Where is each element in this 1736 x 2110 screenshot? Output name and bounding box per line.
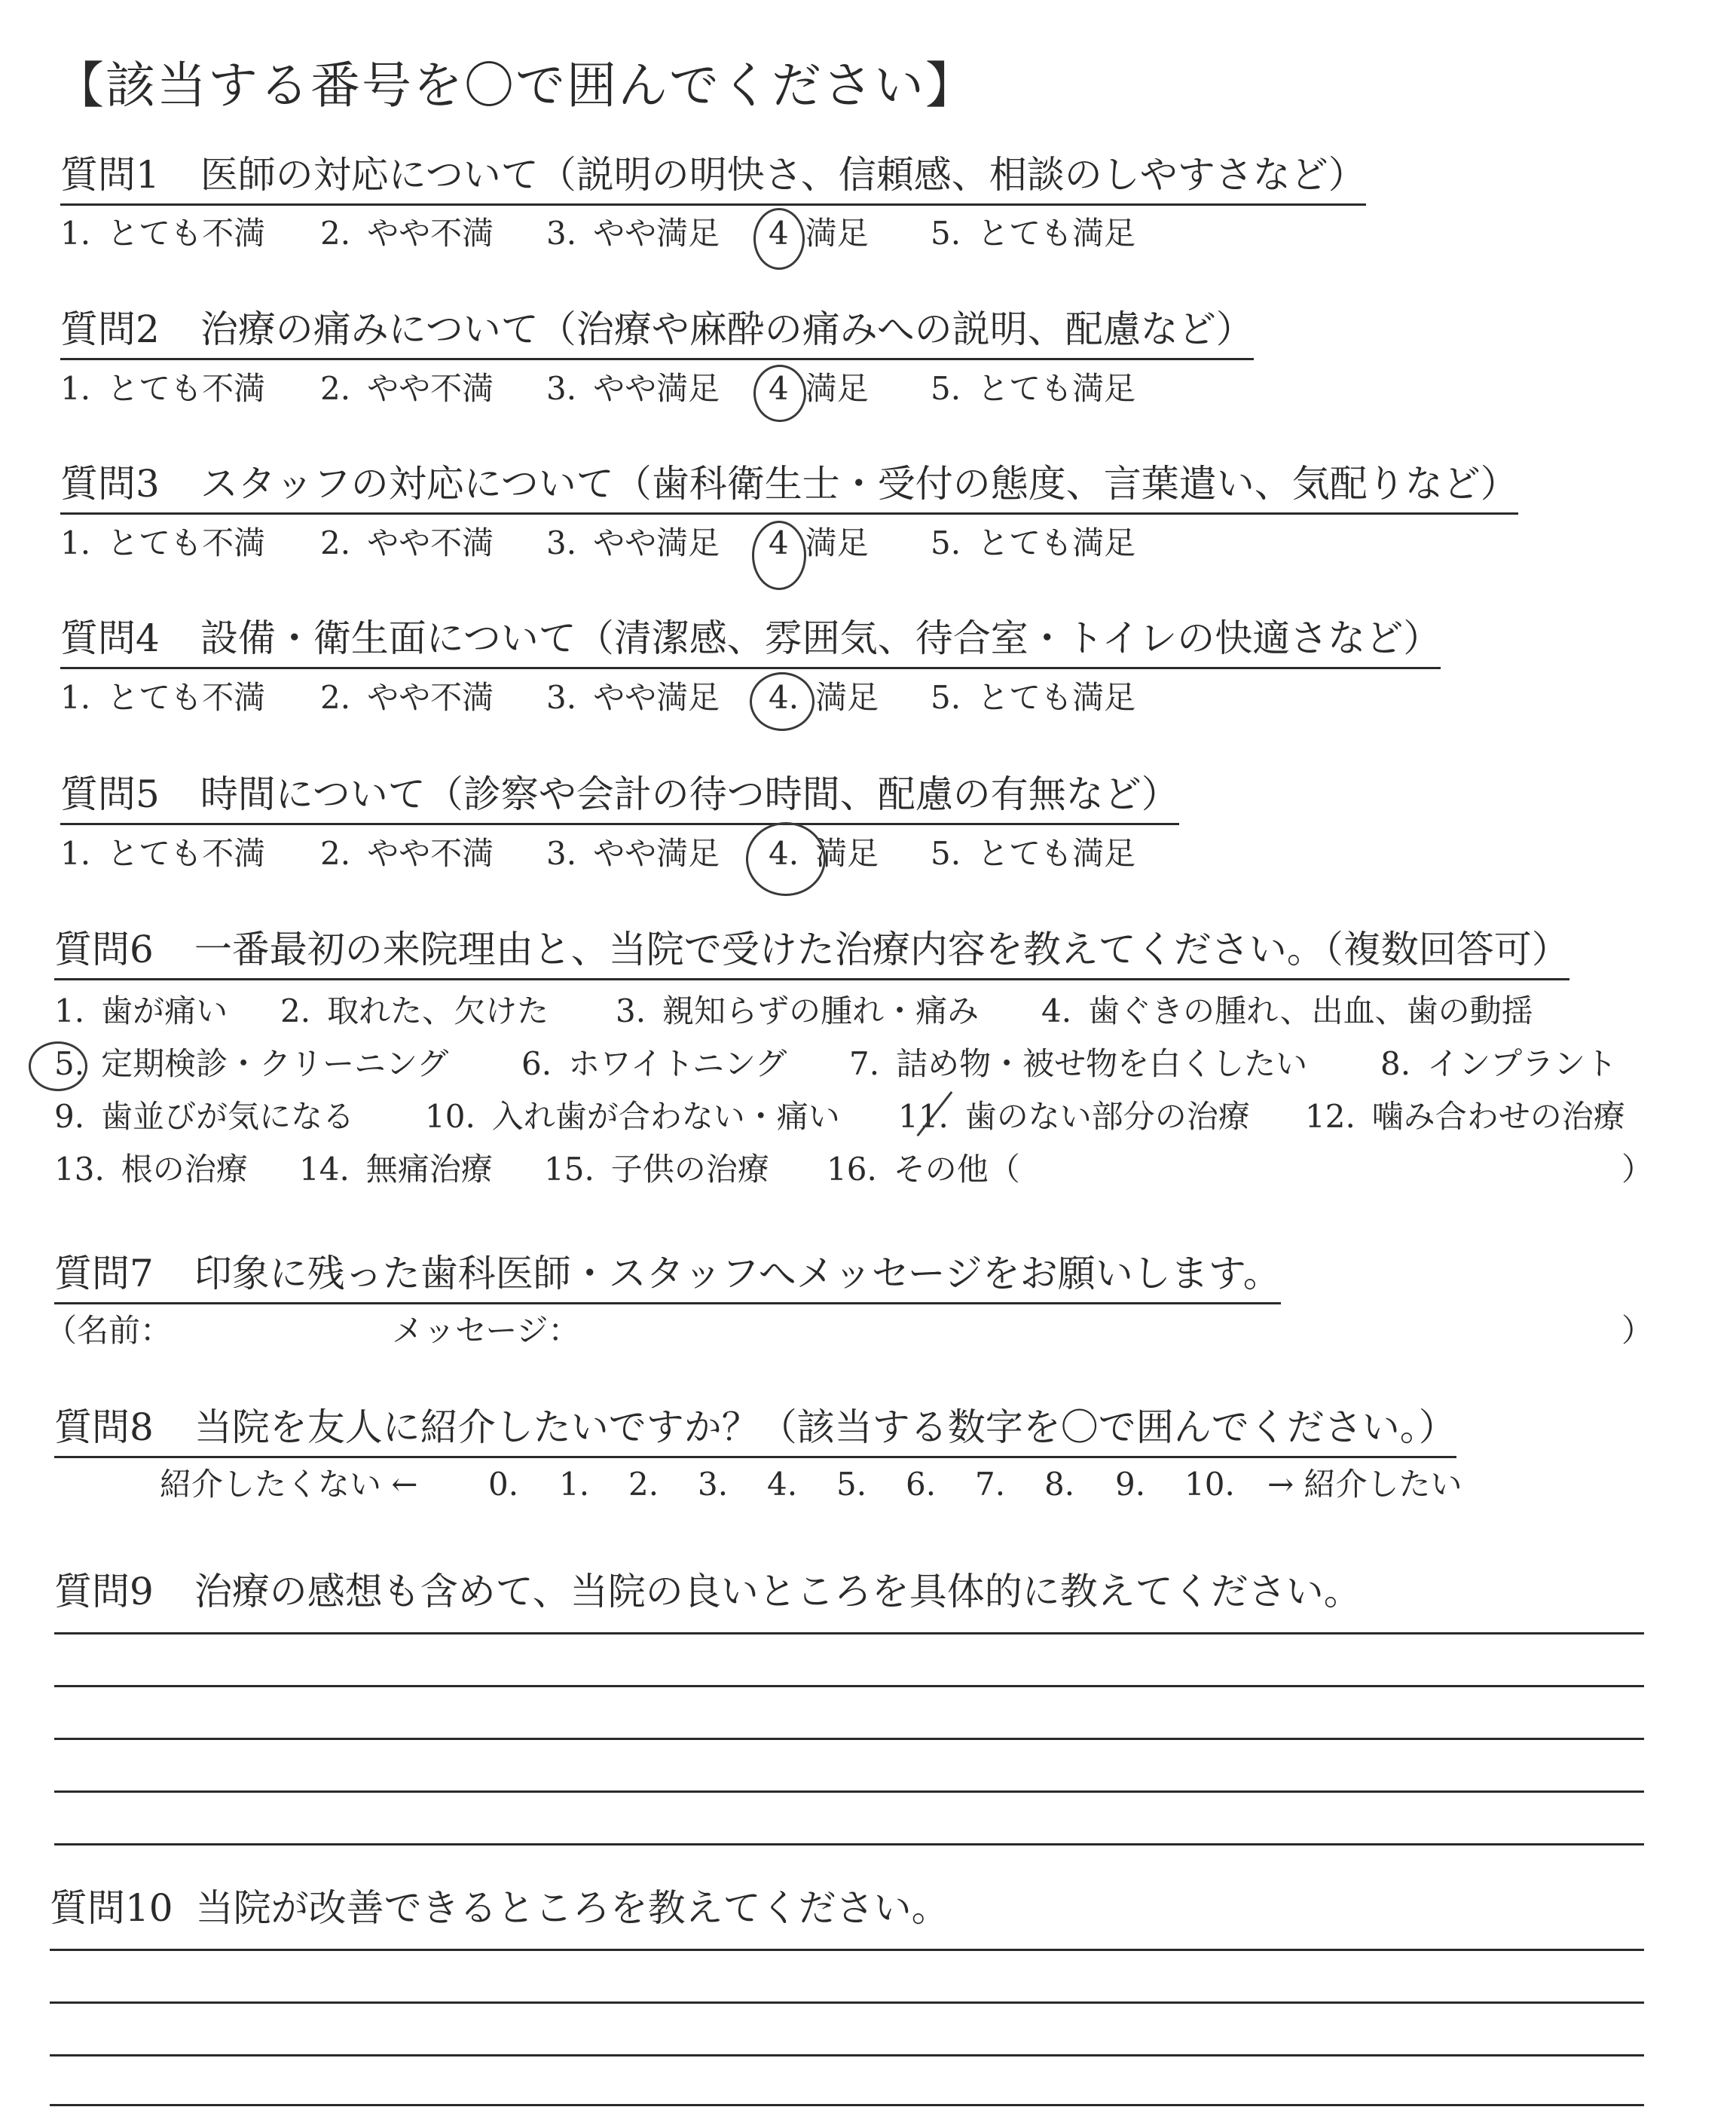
question-3-title	[60, 460, 1518, 515]
q2-option-5[interactable]: 5. とても満足	[931, 370, 1136, 407]
question-4-options	[60, 677, 1190, 719]
q10-answer-line-4[interactable]	[50, 2104, 1644, 2106]
q6-option-16[interactable]: 16. その他（	[827, 1151, 1020, 1188]
q8-scale-9[interactable]: 9.	[1115, 1466, 1146, 1503]
q4-option-2[interactable]: 2. やや不満	[320, 679, 494, 716]
q8-scale-6[interactable]: 6.	[906, 1466, 937, 1503]
q6-row-1	[54, 990, 1697, 1032]
question-5-text: 時間について（診察や会計の待つ時間、配慮の有無など）	[200, 772, 1179, 816]
q5-option-3[interactable]: 3. やや満足	[546, 835, 720, 872]
q6-option-7[interactable]: 7. 詰め物・被せ物を白くしたい	[849, 1045, 1308, 1082]
q8-scale-4[interactable]: 4.	[767, 1466, 798, 1503]
question-5-label: 質問5	[60, 772, 160, 816]
question-6-label: 質問6	[54, 928, 154, 971]
question-6-text: 一番最初の来院理由と、当院で受けた治療内容を教えてください。（複数回答可）	[194, 928, 1569, 971]
q5-option-1[interactable]: 1. とても不満	[60, 835, 266, 872]
q6-option-10[interactable]: 10. 入れ歯が合わない・痛い	[425, 1098, 840, 1135]
question-3-options	[60, 522, 1190, 564]
q2-option-2[interactable]: 2. やや不満	[320, 370, 494, 407]
q7-message-label: メッセージ：	[392, 1312, 580, 1349]
q6-row-2	[54, 1043, 1697, 1085]
q6-option-14[interactable]: 14. 無痛治療	[299, 1151, 493, 1188]
q5-option-2[interactable]: 2. やや不満	[320, 835, 494, 872]
q8-scale-3[interactable]: 3.	[698, 1466, 729, 1503]
q6-option-4[interactable]: 4. 歯ぐきの腫れ、出血、歯の動揺	[1041, 992, 1533, 1029]
q3-option-5[interactable]: 5. とても満足	[931, 524, 1136, 561]
question-3-text: スタッフの対応について（歯科衛生士・受付の態度、言葉遣い、気配りなど）	[200, 462, 1518, 506]
q1-option-3[interactable]: 3. やや満足	[546, 215, 720, 252]
q8-scale-5[interactable]: 5.	[836, 1466, 867, 1503]
q5-option-4[interactable]: 4. 満足	[769, 835, 879, 872]
question-4-text: 設備・衛生面について（清潔感、雰囲気、待合室・トイレの快適さなど）	[200, 616, 1441, 660]
q6-option-3[interactable]: 3. 親知らずの腫れ・痛み	[616, 992, 980, 1029]
q6-option-15[interactable]: 15. 子供の治療	[544, 1151, 769, 1188]
q5-option-5[interactable]: 5. とても満足	[931, 835, 1136, 872]
q6-option-6[interactable]: 6. ホワイトニング	[521, 1045, 787, 1082]
question-10-title	[50, 1884, 949, 1932]
question-1-options	[60, 213, 1190, 255]
q1-option-5[interactable]: 5. とても満足	[931, 215, 1136, 252]
q4-answer: 4.	[769, 679, 799, 716]
question-2-label: 質問2	[60, 307, 160, 351]
q7-name-label: （名前：	[45, 1312, 173, 1349]
q3-answer: 4	[769, 524, 789, 561]
q8-scale-2[interactable]: 2.	[628, 1466, 659, 1503]
q6-option-11[interactable]: 11. 歯のない部分の治療	[898, 1098, 1250, 1135]
question-9-label: 質問9	[54, 1570, 154, 1613]
q2-option-4[interactable]: 4 満足	[769, 370, 869, 407]
question-1-text: 医師の対応について（説明の明快さ、信頼感、相談のしやすさなど）	[200, 153, 1366, 197]
q6-option-5[interactable]: 5. 定期検診・クリーニング	[54, 1045, 449, 1082]
q6-row-4	[54, 1148, 1697, 1191]
q8-scale-0[interactable]: 0.	[488, 1466, 519, 1503]
q7-fields	[45, 1310, 1703, 1352]
q9-answer-line-4[interactable]	[54, 1790, 1644, 1793]
q8-scale-1[interactable]: 1.	[559, 1466, 590, 1503]
question-2-options	[60, 368, 1190, 410]
q6-option-8[interactable]: 8. インプラント	[1380, 1045, 1618, 1082]
q8-scale	[160, 1463, 1591, 1506]
q3-option-3[interactable]: 3. やや満足	[546, 524, 720, 561]
question-2-title	[60, 305, 1254, 360]
q6-option-12[interactable]: 12. 噛み合わせの治療	[1305, 1098, 1625, 1135]
question-5-options	[60, 833, 1190, 875]
q1-option-1[interactable]: 1. とても不満	[60, 215, 266, 252]
question-4-title	[60, 614, 1441, 669]
question-4-label: 質問4	[60, 616, 160, 660]
question-1-title	[60, 151, 1366, 206]
q3-option-2[interactable]: 2. やや不満	[320, 524, 494, 561]
question-7-label: 質問7	[54, 1252, 154, 1295]
q6-option-9[interactable]: 9. 歯並びが気になる	[54, 1098, 355, 1135]
q7-close-paren: ）	[1621, 1312, 1654, 1349]
q6-option-13[interactable]: 13. 根の治療	[54, 1151, 248, 1188]
q9-answer-line-5[interactable]	[54, 1843, 1644, 1845]
q10-answer-line-3[interactable]	[50, 2054, 1644, 2056]
q4-option-4[interactable]: 4. 満足	[769, 679, 879, 716]
question-8-title	[54, 1403, 1456, 1458]
question-5-title	[60, 770, 1179, 825]
q6-option-2[interactable]: 2. 取れた、欠けた	[280, 992, 549, 1029]
q8-high-label: → 紹介したい	[1267, 1466, 1462, 1503]
q2-option-1[interactable]: 1. とても不満	[60, 370, 266, 407]
survey-heading: 【該当する番号を〇で囲んでください】	[54, 57, 976, 115]
question-8-text: 当院を友人に紹介したいですか？（該当する数字を〇で囲んでください。）	[194, 1405, 1456, 1449]
q4-option-5[interactable]: 5. とても満足	[931, 679, 1136, 716]
q5-answer: 4.	[769, 835, 799, 872]
question-10-text: 当院が改善できるところを教えてください。	[195, 1886, 949, 1930]
q9-answer-line-2[interactable]	[54, 1685, 1644, 1687]
q10-answer-line-2[interactable]	[50, 2001, 1644, 2004]
question-1-label: 質問1	[60, 153, 160, 197]
question-2-text: 治療の痛みについて（治療や麻酔の痛みへの説明、配慮など）	[200, 307, 1254, 351]
q8-scale-7[interactable]: 7.	[975, 1466, 1006, 1503]
q1-option-2[interactable]: 2. やや不満	[320, 215, 494, 252]
q4-option-3[interactable]: 3. やや満足	[546, 679, 720, 716]
q2-option-3[interactable]: 3. やや満足	[546, 370, 720, 407]
q1-answer: 4	[769, 215, 789, 252]
question-9-title	[54, 1567, 1362, 1616]
q2-answer: 4	[769, 370, 789, 407]
q9-answer-line-1[interactable]	[54, 1632, 1644, 1634]
question-8-label: 質問8	[54, 1405, 154, 1449]
q3-option-1[interactable]: 1. とても不満	[60, 524, 266, 561]
q8-scale-8[interactable]: 8.	[1044, 1466, 1075, 1503]
q6-other-close-paren: ）	[1621, 1151, 1654, 1188]
q6-option-1[interactable]: 1. 歯が痛い	[54, 992, 228, 1029]
q6-row-3	[54, 1096, 1697, 1138]
question-6-title	[54, 925, 1569, 980]
question-3-label: 質問3	[60, 462, 160, 506]
q1-option-4[interactable]: 4 満足	[769, 215, 869, 252]
q10-answer-line-1[interactable]	[50, 1949, 1644, 1951]
q8-scale-10[interactable]: 10.	[1184, 1466, 1235, 1503]
question-10-label: 質問10	[50, 1886, 173, 1930]
question-7-title	[54, 1249, 1281, 1304]
q3-option-4[interactable]: 4 満足	[769, 524, 869, 561]
q9-answer-line-3[interactable]	[54, 1738, 1644, 1740]
question-7-text: 印象に残った歯科医師・スタッフへメッセージをお願いします。	[194, 1252, 1281, 1295]
question-9-text: 治療の感想も含めて、当院の良いところを具体的に教えてください。	[194, 1570, 1362, 1613]
q4-option-1[interactable]: 1. とても不満	[60, 679, 266, 716]
q8-low-label: 紹介したくない ←	[160, 1466, 418, 1503]
